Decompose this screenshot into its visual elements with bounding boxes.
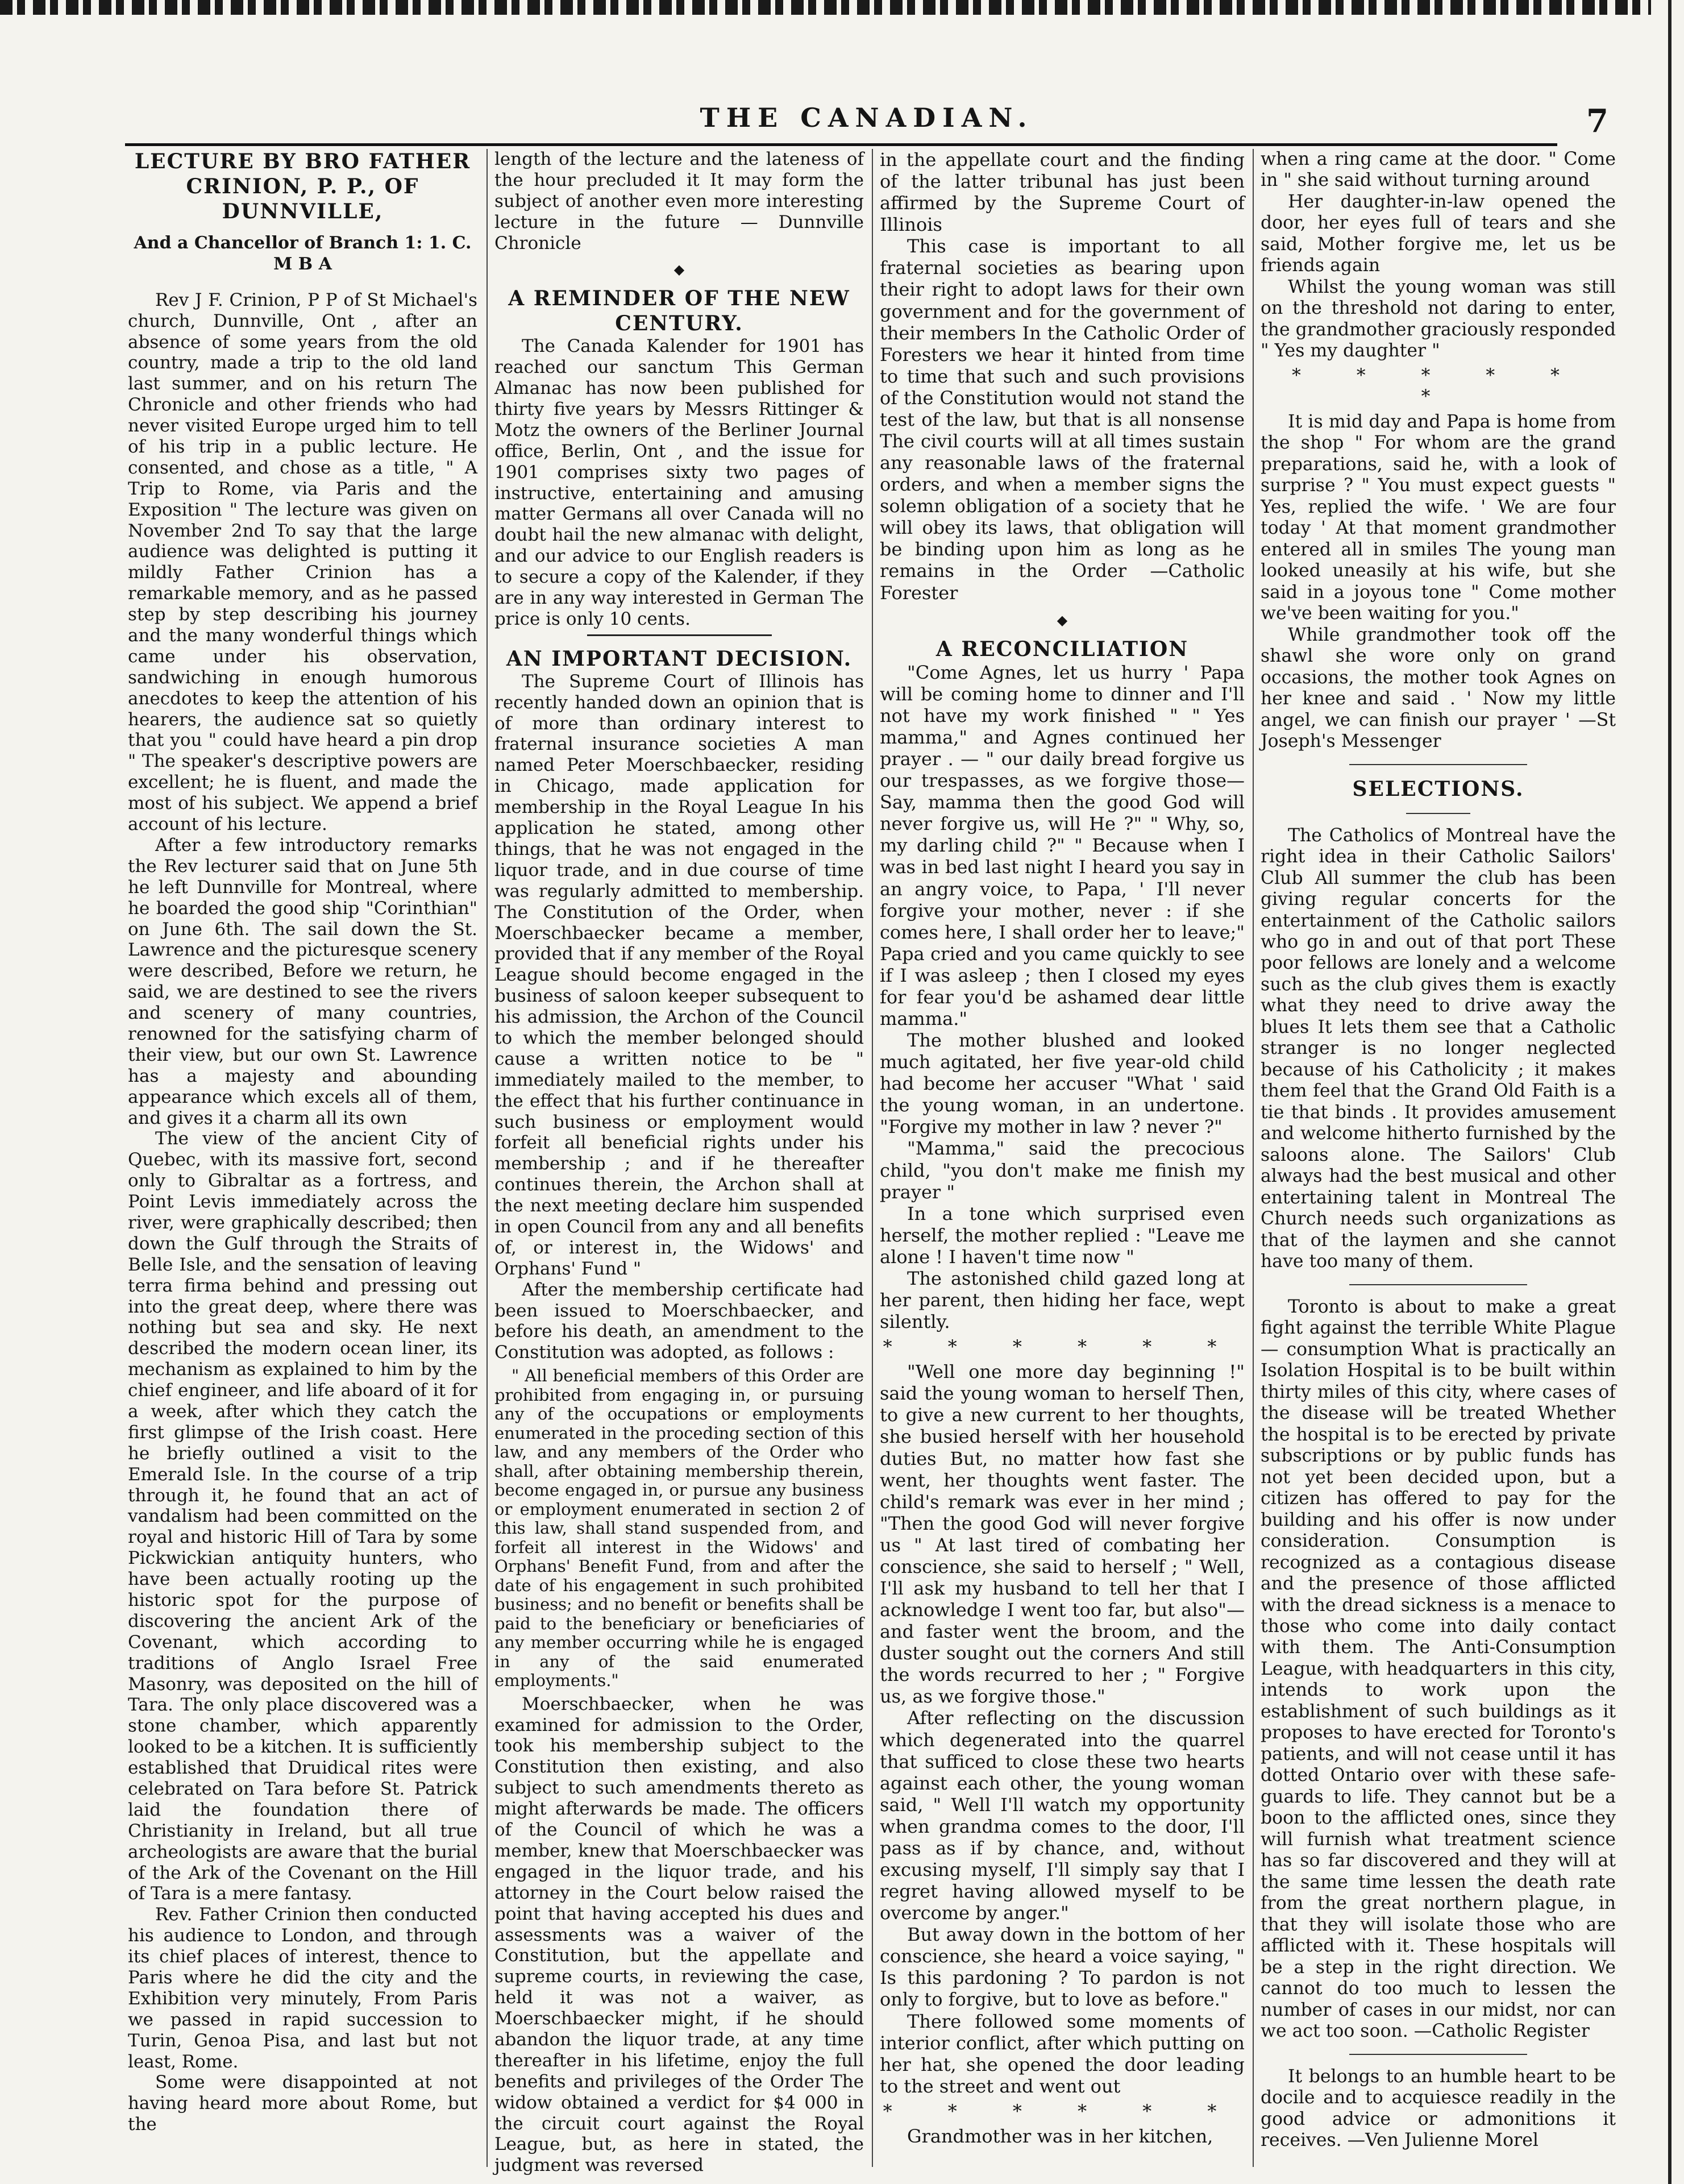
page-edge-right	[1651, 0, 1684, 2184]
paragraph: Whilst the young woman was still on the threshold not daring to enter, the grandmother graciously responded " Yes my daughter "	[1261, 276, 1616, 362]
column-2	[494, 149, 864, 2176]
asterisk-divider: * * * * * *	[883, 1336, 1242, 1358]
paragraph: It is mid day and Papa is home from the shop " For whom are the grand preparations, said he, with a look of surprise ? " You must expect guests " Yes, replied the wife. ' We are four today ' At that moment grandmother entered all in smiles The young man looked uneasily at his wife, but she said in a joyous tone " Come mother we've been waiting for you."	[1261, 411, 1616, 624]
paragraph: It belongs to an humble heart to be docile and to acquiesce readily in the good advice or admonitions it receives. —Ven Julienne Morel	[1261, 2066, 1616, 2151]
separator-rule	[1406, 813, 1470, 814]
paragraph: "Mamma," said the precocious child, "you don't make me finish my prayer "	[880, 1137, 1245, 1203]
paragraph: length of the lecture and the lateness of the hour precluded it It may form the subject of another even more interesting lecture in the future — Dunnville Chronicle	[494, 149, 864, 254]
column-rule	[872, 149, 873, 2167]
paragraph: when a ring came at the door. " Come in " she said without turning around	[1261, 149, 1616, 191]
paragraph: Moerschbaecker, when he was examined for admission to the Order, took his membership subject to the Constitution then existing, and also subject to such amendments thereto as might afterwards be made. The officers of the Council of which he was a member, knew that Moerschbaecker was engaged in the liquor trade, and his attorney in the Court below raised the point that having accepted his dues and assessments was a waiver of the Constitution, but the appellate and supreme courts, in reviewing the case, held it was not a waiver, as Moerschbaecker might, if he should abandon the liquor trade, at any time thereafter in his lifetime, enjoy the full benefits and privileges of the Order The widow obtained a verdict for $4 000 in the circuit court against the Royal League, but, as here in stated, the judgment was reversed	[494, 1693, 864, 2176]
paragraph: Rev. Father Crinion then conducted his audience to London, and through its chief places of interest, thence to Paris where he did the city and the Exhibition very minutely, From Paris we passed in rapid succession to Turin, Genoa Pisa, and last but not least, Rome.	[128, 1904, 477, 2072]
asterisk-divider: * * * * * *	[1292, 365, 1585, 408]
column-3	[880, 149, 1245, 2147]
header-rule	[125, 143, 1557, 146]
article-heading-reconciliation: A RECONCILIATION	[935, 637, 1189, 661]
quoted-amendment: " All beneficial members of this Order are prohibited from engaging in, or pursuing any of the occupations or employments enumerated in the proceding section of this law, and any members of the Order who shall, after obtaining membership therein, become engaged in, or pursue any business or employment enumerated in section 2 of this law, shall stand suspended from, and forfeit all interest in the Widows' and Orphans' Benefit Fund, from and after the date of his engagement in such prohibited business; and no benefit or benefits shall be paid to the beneficiary or beneficiaries of any member occurring while he is engaged in any of the said enumerated employments."	[494, 1366, 864, 1691]
paragraph: In a tone which surprised even herself, the mother replied : "Leave me alone ! I haven't time now "	[880, 1202, 1245, 1268]
page-edge-strip	[0, 0, 1684, 15]
newspaper-title: THE CANADIAN.	[700, 102, 1034, 133]
separator-rule	[1349, 2054, 1527, 2055]
paragraph: But away down in the bottom of her conscience, she heard a voice saying, " Is this pardoning ? To pardon is not only to forgive, but to love as before."	[880, 1924, 1245, 2011]
paragraph: Rev J F. Crinion, P P of St Michael's church, Dunnville, Ont , after an absence of some years from the old country, made a trip to the old land last summer, and on his return The Chronicle and other friends who had never visited Europe urged him to tell of his trip in a public lecture. He consented, and chose as a title, " A Trip to Rome, via Paris and the Exposition " The lecture was given on November 2nd To say that the large audience was delighted is putting it mildly Father Crinion has a remarkable memory, and as he passed step by step describing his journey and the many wonderful things which came under his observation, sandwiching in enough humorous anecdotes to keep the attention of his hearers, the audience sat so quietly that you " could have heard a pin drop " The speaker's descriptive powers are excellent; he is fluent, and made the most of his subject. We append a brief account of his lecture.	[128, 289, 477, 835]
paragraph: There followed some moments of interior conflict, after which putting on her hat, she opened the door leading to the street and went out	[880, 2010, 1245, 2097]
paragraph: After a few introductory remarks the Rev lecturer said that on June 5th he left Dunnville for Montreal, where he boarded the good ship "Corinthian" on June 6th. The sail down the St. Lawrence and the picturesque scenery were described, Before we return, he said, we are destined to see the rivers and scenery of many countries, renowned for the satisfying charm of their view, but our own St. Lawrence has a majesty and abounding appearance which excels all of them, and gives it a charm all its own	[128, 834, 477, 1128]
article-heading-selections: SELECTIONS.	[1352, 777, 1524, 801]
article-subheading: And a Chancellor of Branch 1: 1. C. M B A	[134, 233, 472, 274]
column-1	[128, 149, 477, 2135]
paragraph: in the appellate court and the finding of the latter tribunal has just been affirmed by the Supreme Court of Illinois	[880, 149, 1245, 236]
article-heading-reminder: A REMINDER OF THE NEW CENTURY.	[508, 287, 850, 336]
paragraph: While grandmother took off the shawl she wore only on grand occasions, the mother took Agnes on her knee and said . ' Now my little angel, we can finish our prayer ' —St Joseph's Messenger	[1261, 624, 1616, 752]
asterisk-divider: * * * * * *	[883, 2100, 1242, 2122]
column-4	[1261, 149, 1616, 2152]
paragraph: "Come Agnes, let us hurry ' Papa will be coming home to dinner and I'll not have my work finished " " Yes mamma," and Agnes continued her prayer . — " our daily bread forgive us our trespasses, as we forgive those— Say, mamma then the good God will never forgive us, will He ?" " Why, so, my darling child ?" " Because when I was in bed last night I heard you say in an angry voice, to Papa, ' I'll never forgive your mother, never : if she comes here, I shall order her to leave;" Papa cried and you came quickly to see if I was asleep ; then I closed my eyes for fear you'd be ashamed dear little mamma."	[880, 661, 1245, 1029]
separator-rule	[587, 634, 772, 636]
paragraph: After reflecting on the discussion which degenerated into the quarrel that sufficed to close these two hearts against each other, the young woman said, " Well I'll watch my opportunity when grandma comes to the door, I'll pass as if by chance, and, without excusing myself, I'll simply say that I regret having allowed myself to be overcome by anger."	[880, 1707, 1245, 1924]
article-heading-decision: AN IMPORTANT DECISION.	[506, 646, 853, 671]
page-number: 7	[1586, 102, 1608, 140]
masthead	[125, 102, 1608, 142]
separator-rule	[1349, 1284, 1527, 1285]
paragraph: The astonished child gazed long at her parent, then hiding her face, wept silently.	[880, 1267, 1245, 1333]
separator-rule	[1349, 764, 1527, 765]
separator-ornament: ◆	[1057, 612, 1068, 628]
paragraph: Grandmother was in her kitchen,	[907, 2125, 1213, 2147]
column-rule	[487, 149, 488, 2167]
paragraph: "Well one more day beginning !" said the young woman to herself Then, to give a new current to her thoughts, she busied herself with her household duties But, no matter how fast she went, her thoughts went faster. The child's remark was ever in her mind ; "Then the good God will never forgive us " At last tired of combating her conscience, she said to herself ; " Well, I'll ask my husband to tell her that I acknowledge I went too far, but also"—and faster went the broom, and the duster sought out the corners And still the words recurred to her ; " Forgive us, as we forgive those."	[880, 1361, 1245, 1708]
paragraph: The Catholics of Montreal have the right idea in their Catholic Sailors' Club All summer the club has been giving regular concerts for the entertainment of the Catholic sailors who go in and out of that port These poor fellows are lonely and a welcome such as the club gives them is exactly what they need to drive away the blues It lets them see that a Catholic stranger is no longer neglected because of his Catholicity ; it makes them feel that the Grand Old Faith is a tie that binds . It provides amusement and welcome hitherto furnished by the saloons alone. The Sailors' Club always had the best musical and other entertaining talent in Montreal The Church needs such organizations as that of the laymen and she cannot have too many of them.	[1261, 825, 1616, 1272]
paragraph: After the membership certificate had been issued to Moerschbaecker, and before his death, an amendment to the Constitution was adopted, as follows :	[494, 1279, 864, 1363]
paragraph: The Canada Kalender for 1901 has reached our sanctum This German Almanac has now been published for thirty five years by Messrs Rittinger & Motz the owners of the Berliner Journal office, Berlin, Ont , and the issue for 1901 comprises sixty two pages of instructive, entertaining and amusing matter Germans all over Canada will no doubt hail the new almanac with delight, and our advice to our English readers is to secure a copy of the Kalender, if they are in any way interested in German The price is only 10 cents.	[494, 336, 864, 629]
paragraph: This case is important to all fraternal societies as bearing upon their right to adopt laws for their own government and for the government of their members In the Catholic Order of Foresters we hear it hinted from time to time that such and such provisions of the Constitution would not stand the test of the law, but that is all nonsense The civil courts will at all times sustain any reasonable laws of the fraternal orders, and when a member signs the solemn obligation of a society that he will obey its laws, that obligation will be binding upon him as long as he remains in the Order —Catholic Forester	[880, 235, 1245, 604]
article-heading-lecture: LECTURE BY BRO FATHER CRINION, P. P., OF DUNNVILLE,	[134, 150, 471, 223]
separator-ornament: ◆	[673, 261, 685, 278]
paragraph: The view of the ancient City of Quebec, with its massive fort, second only to Gibraltar as a fortress, and Point Levis immediately across the river, were graphically described; then down the Gulf through the Straits of Belle Isle, and the sensation of leaving terra firma behind and pressing out into the great deep, where there was nothing but sea and sky. He next described the modern ocean liner, its mechanism as explained to him by the chief engineer, and life aboard of it for a week, after which they catch the first glimpse of the Irish coast. Here he briefly outlined a visit to the Emerald Isle. In the course of a trip through it, he found that an act of vandalism had been committed on the royal and historic Hill of Tara by some Pickwickian antiquity hunters, who have been actually rooting up the historic spot for the purpose of discovering the ancient Ark of the Covenant, which according to traditions of Anglo Israel Free Masonry, was deposited on the hill of Tara. The only place discovered was a stone chamber, which apparently looked to be a kitchen. It is sufficiently established that Druidical rites were celebrated on Tara before St. Patrick laid the foundation there of Christianity in Ireland, but all true archeologists are aware that the burial of the Ark of the Covenant on the Hill of Tara is a mere fantasy.	[128, 1128, 477, 1904]
paragraph: Toronto is about to make a great fight against the terrible White Plague — consumption What is practically an Isolation Hospital is to be built within thirty miles of this city, where cases of the disease will be treated Whether the hospital is to be erected by private subscriptions or by public funds has not yet been decided upon, but a citizen has offered to pay for the building and his offer is now under consideration. Consumption is recognized as a contagious disease and the presence of those afflicted with the dread sickness is a menace to those who come into daily contact with them. The Anti-Consumption League, with headquarters in this city, intends to work upon the establishment of such buildings as it proposes to have erected for Toronto's patients, and will not cease until it has dotted Ontario over with these safe-guards to life. They cannot but be a boon to the afflicted ones, since they will furnish what treatment science has so far discovered and they will at the same time lessen the death rate from the great northern plague, in that they will isolate those who are afflicted with it. These hospitals will be a step in the right direction. We cannot do too much to lessen the number of cases in our midst, nor can we act too soon. —Catholic Register	[1261, 1296, 1616, 2042]
paragraph: Her daughter-in-law opened the door, her eyes full of tears and she said, Mother forgive me, let us be friends again	[1261, 191, 1616, 276]
paragraph: The mother blushed and looked much agitated, her five year-old child had become her accuser "What ' said the young woman, in an undertone. "Forgive my mother in law ? never ?"	[880, 1029, 1245, 1138]
paragraph: The Supreme Court of Illinois has recently handed down an opinion that is of more than ordinary interest to fraternal insurance societies A man named Peter Moerschbaecker, residing in Chicago, made application for membership in the Royal League In his application he stated, among other things, that he was not engaged in the liquor trade, and in due course of time was regularly admitted to membership. The Constitution of the Order, when Moerschbaecker became a member, provided that if any member of the Royal League should become engaged in the business of saloon keeper subsequent to his admission, the Archon of the Council to which the member belonged should cause a written notice to be " immediately mailed to the member, to the effect that his further continuance in such business or employment would forfeit all beneficial rights under his membership ; and if he thereafter continues therein, the Archon shall at the next meeting declare him suspended in open Council from any and all benefits of, or interest in, the Widows' and Orphans' Fund "	[494, 671, 864, 1279]
column-rule	[1253, 149, 1254, 2167]
paragraph: Some were disappointed at not having heard more about Rome, but the	[128, 2072, 477, 2135]
